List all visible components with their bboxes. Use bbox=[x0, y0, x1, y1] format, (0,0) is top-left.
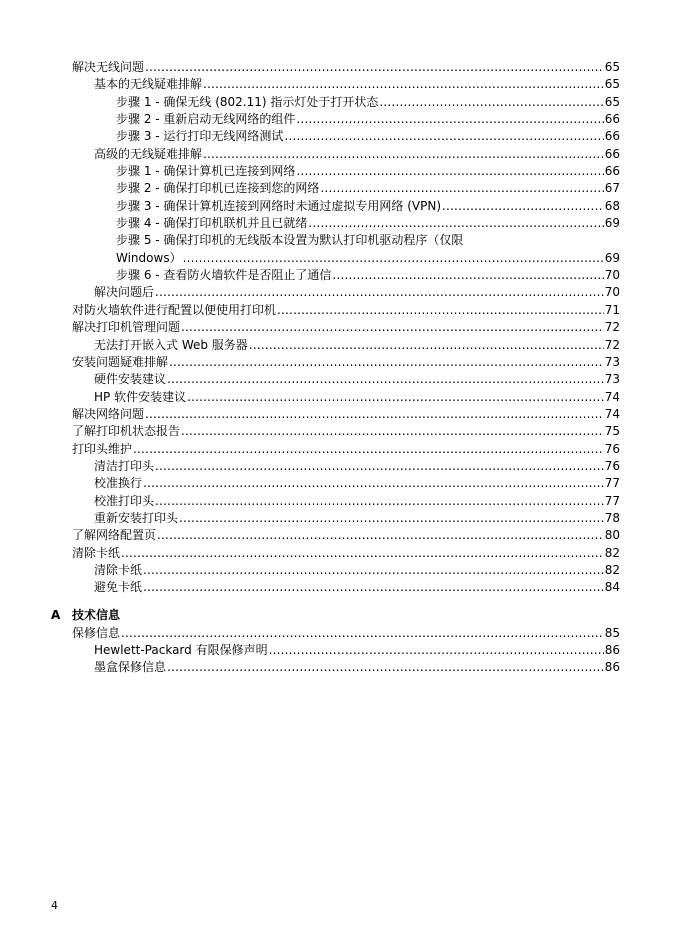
dot-leader bbox=[203, 76, 604, 93]
dot-leader bbox=[121, 545, 604, 562]
toc-entry-page: 76 bbox=[604, 441, 620, 456]
toc-entry[interactable] bbox=[94, 458, 620, 475]
dot-leader bbox=[145, 406, 604, 423]
dot-leader bbox=[249, 337, 604, 354]
toc-entry[interactable] bbox=[72, 406, 620, 423]
toc-entry-page: 84 bbox=[604, 580, 620, 595]
toc-entry[interactable] bbox=[72, 423, 620, 440]
toc-entry[interactable] bbox=[116, 250, 620, 267]
toc-entry[interactable] bbox=[116, 128, 620, 145]
toc-entry[interactable] bbox=[72, 545, 620, 562]
toc-entry-page: 74 bbox=[604, 406, 620, 421]
toc-entry-page: 66 bbox=[604, 146, 620, 161]
toc-entry-page: 73 bbox=[604, 354, 620, 369]
toc-entry[interactable] bbox=[72, 59, 620, 76]
dot-leader bbox=[181, 423, 604, 440]
toc-entry[interactable] bbox=[94, 337, 620, 354]
toc-entry[interactable] bbox=[72, 625, 620, 642]
toc-entry[interactable] bbox=[116, 163, 620, 180]
toc-entry-title: 硬件安装建议 bbox=[94, 372, 167, 387]
toc-entry-title: 重新安装打印头 bbox=[94, 510, 179, 525]
dot-leader bbox=[143, 562, 604, 579]
toc-entry-page: 65 bbox=[604, 94, 620, 109]
toc-entry-title: 安装问题疑难排解 bbox=[72, 354, 169, 369]
dot-leader bbox=[269, 642, 604, 659]
toc-entry[interactable] bbox=[116, 111, 620, 128]
toc-entry-title: 步骤 4 - 确保打印机联机并且已就绪 bbox=[116, 216, 308, 231]
toc-entry[interactable] bbox=[94, 284, 620, 301]
dot-leader bbox=[181, 319, 604, 336]
dot-leader bbox=[442, 198, 604, 215]
toc-entry-page: 68 bbox=[604, 198, 620, 213]
toc-entry-title: 清除卡纸 bbox=[94, 562, 143, 577]
toc-entry[interactable] bbox=[94, 659, 620, 676]
dot-leader bbox=[167, 659, 604, 676]
toc-entry-page: 73 bbox=[604, 372, 620, 387]
toc-entry-title: 步骤 3 - 运行打印无线网络测试 bbox=[116, 129, 284, 144]
toc-entry-title: 解决问题后 bbox=[94, 285, 155, 300]
toc-entry-page: 76 bbox=[604, 458, 620, 473]
toc-entry-title: 步骤 1 - 确保计算机已连接到网络 bbox=[116, 164, 296, 179]
dot-leader bbox=[187, 389, 604, 406]
toc-entry-page: 70 bbox=[604, 268, 620, 283]
toc-entry[interactable] bbox=[94, 475, 620, 492]
toc-entry-page: 65 bbox=[604, 77, 620, 92]
toc-entry-title: 墨盒保修信息 bbox=[94, 660, 167, 675]
dot-leader bbox=[320, 180, 603, 197]
toc-entry-title: Hewlett-Packard 有限保修声明 bbox=[94, 643, 268, 657]
toc-entry-title: 步骤 1 - 确保无线 (802.11) 指示灯处于打开状态 bbox=[116, 94, 379, 109]
toc-entry-title: 解决无线问题 bbox=[72, 60, 145, 74]
toc-entry-page: 77 bbox=[604, 476, 620, 491]
table-of-contents bbox=[0, 59, 683, 677]
toc-entry-title: 步骤 3 - 确保计算机连接到网络时未通过虚拟专用网络 (VPN) bbox=[116, 198, 442, 213]
toc-entry-title: 步骤 6 - 查看防火墙软件是否阻止了通信 bbox=[116, 268, 332, 283]
toc-entry-title: 解决打印机管理问题 bbox=[72, 320, 181, 335]
toc-entry-title: 无法打开嵌入式 Web 服务器 bbox=[94, 337, 248, 352]
toc-entry[interactable] bbox=[94, 642, 620, 659]
toc-entry[interactable] bbox=[94, 371, 620, 388]
dot-leader bbox=[167, 371, 604, 388]
toc-entry[interactable] bbox=[72, 527, 620, 544]
toc-entry-title: 避免卡纸 bbox=[94, 580, 143, 595]
toc-entry-page: 78 bbox=[604, 510, 620, 525]
toc-entry[interactable] bbox=[116, 180, 620, 197]
dot-leader bbox=[133, 441, 604, 458]
toc-entry[interactable] bbox=[94, 562, 620, 579]
toc-entry-title: HP 软件安装建议 bbox=[94, 389, 187, 404]
toc-entry[interactable] bbox=[94, 389, 620, 406]
dot-leader bbox=[155, 493, 604, 510]
dot-leader bbox=[179, 510, 604, 527]
dot-leader bbox=[169, 354, 604, 371]
toc-entry-title-line1[interactable]: 步骤 5 - 确保打印机的无线版本设置为默认打印机驱动程序（仅限 bbox=[116, 233, 464, 248]
page-number: 4 bbox=[51, 899, 58, 912]
appendix-title: 技术信息 bbox=[72, 607, 121, 622]
dot-leader bbox=[143, 475, 604, 492]
toc-entry[interactable] bbox=[94, 579, 620, 596]
dot-leader bbox=[203, 146, 604, 163]
toc-entry-page: 80 bbox=[604, 528, 620, 543]
toc-entry-page: 66 bbox=[604, 129, 620, 144]
toc-entry-page: 74 bbox=[604, 389, 620, 404]
toc-entry-title: 清洁打印头 bbox=[94, 458, 155, 473]
dot-leader bbox=[155, 284, 604, 301]
dot-leader bbox=[296, 111, 603, 128]
toc-entry-title: 步骤 2 - 确保打印机已连接到您的网络 bbox=[116, 181, 320, 196]
toc-entry-page: 75 bbox=[604, 424, 620, 439]
toc-entry-page: 82 bbox=[604, 562, 620, 577]
toc-entry-page: 69 bbox=[604, 250, 620, 265]
toc-entry[interactable] bbox=[116, 215, 620, 232]
toc-entry-page: 72 bbox=[604, 320, 620, 335]
toc-entry[interactable] bbox=[72, 354, 620, 371]
toc-entry-page: 66 bbox=[604, 164, 620, 179]
dot-leader bbox=[277, 302, 604, 319]
dot-leader bbox=[296, 163, 603, 180]
toc-entry-title: 解决网络问题 bbox=[72, 406, 145, 421]
toc-entry-page: 82 bbox=[604, 545, 620, 560]
toc-entry-page: 77 bbox=[604, 493, 620, 508]
toc-entry[interactable] bbox=[72, 441, 620, 458]
toc-entry-page: 65 bbox=[604, 60, 620, 74]
appendix-letter: A bbox=[51, 607, 61, 622]
toc-entry-title: 校准换行 bbox=[94, 476, 143, 491]
toc-entry[interactable] bbox=[116, 198, 620, 215]
toc-entry-page: 86 bbox=[604, 643, 620, 657]
toc-entry-title: 对防火墙软件进行配置以便使用打印机 bbox=[72, 302, 277, 317]
toc-entry[interactable] bbox=[94, 76, 620, 93]
toc-entry-title: 打印头维护 bbox=[72, 441, 133, 456]
toc-entry[interactable] bbox=[116, 94, 620, 111]
toc-entry-title: 高级的无线疑难排解 bbox=[94, 146, 203, 161]
dot-leader bbox=[379, 94, 603, 111]
toc-entry-title: 基本的无线疑难排解 bbox=[94, 77, 203, 92]
dot-leader bbox=[332, 267, 603, 284]
toc-entry-title: 保修信息 bbox=[72, 625, 121, 640]
toc-entry[interactable] bbox=[94, 146, 620, 163]
dot-leader bbox=[157, 527, 604, 544]
dot-leader bbox=[121, 625, 604, 642]
dot-leader bbox=[145, 59, 604, 76]
toc-entry-page: 70 bbox=[604, 285, 620, 300]
toc-entry-title: 了解网络配置页 bbox=[72, 528, 157, 543]
appendix-heading bbox=[51, 605, 683, 625]
toc-entry-page: 85 bbox=[604, 625, 620, 640]
toc-entry-page: 69 bbox=[604, 216, 620, 231]
toc-entry-title: 了解打印机状态报告 bbox=[72, 424, 181, 439]
dot-leader bbox=[183, 250, 604, 267]
toc-entry-page: 66 bbox=[604, 112, 620, 127]
dot-leader bbox=[284, 128, 603, 145]
dot-leader bbox=[143, 579, 604, 596]
toc-entry-title: Windows） bbox=[116, 250, 182, 265]
toc-entry[interactable] bbox=[72, 302, 620, 319]
toc-entry[interactable] bbox=[72, 319, 620, 336]
toc-entry-title: 校准打印头 bbox=[94, 493, 155, 508]
toc-entry-page: 86 bbox=[604, 660, 620, 675]
toc-entry-title: 步骤 2 - 重新启动无线网络的组件 bbox=[116, 112, 296, 127]
toc-entry-page: 67 bbox=[604, 181, 620, 196]
dot-leader bbox=[155, 458, 604, 475]
toc-entry[interactable] bbox=[116, 267, 620, 284]
toc-entry[interactable] bbox=[94, 510, 620, 527]
toc-entry-page: 72 bbox=[604, 337, 620, 352]
dot-leader bbox=[308, 215, 603, 232]
toc-entry-title: 清除卡纸 bbox=[72, 545, 121, 560]
toc-entry[interactable] bbox=[94, 493, 620, 510]
toc-entry-page: 71 bbox=[604, 302, 620, 317]
